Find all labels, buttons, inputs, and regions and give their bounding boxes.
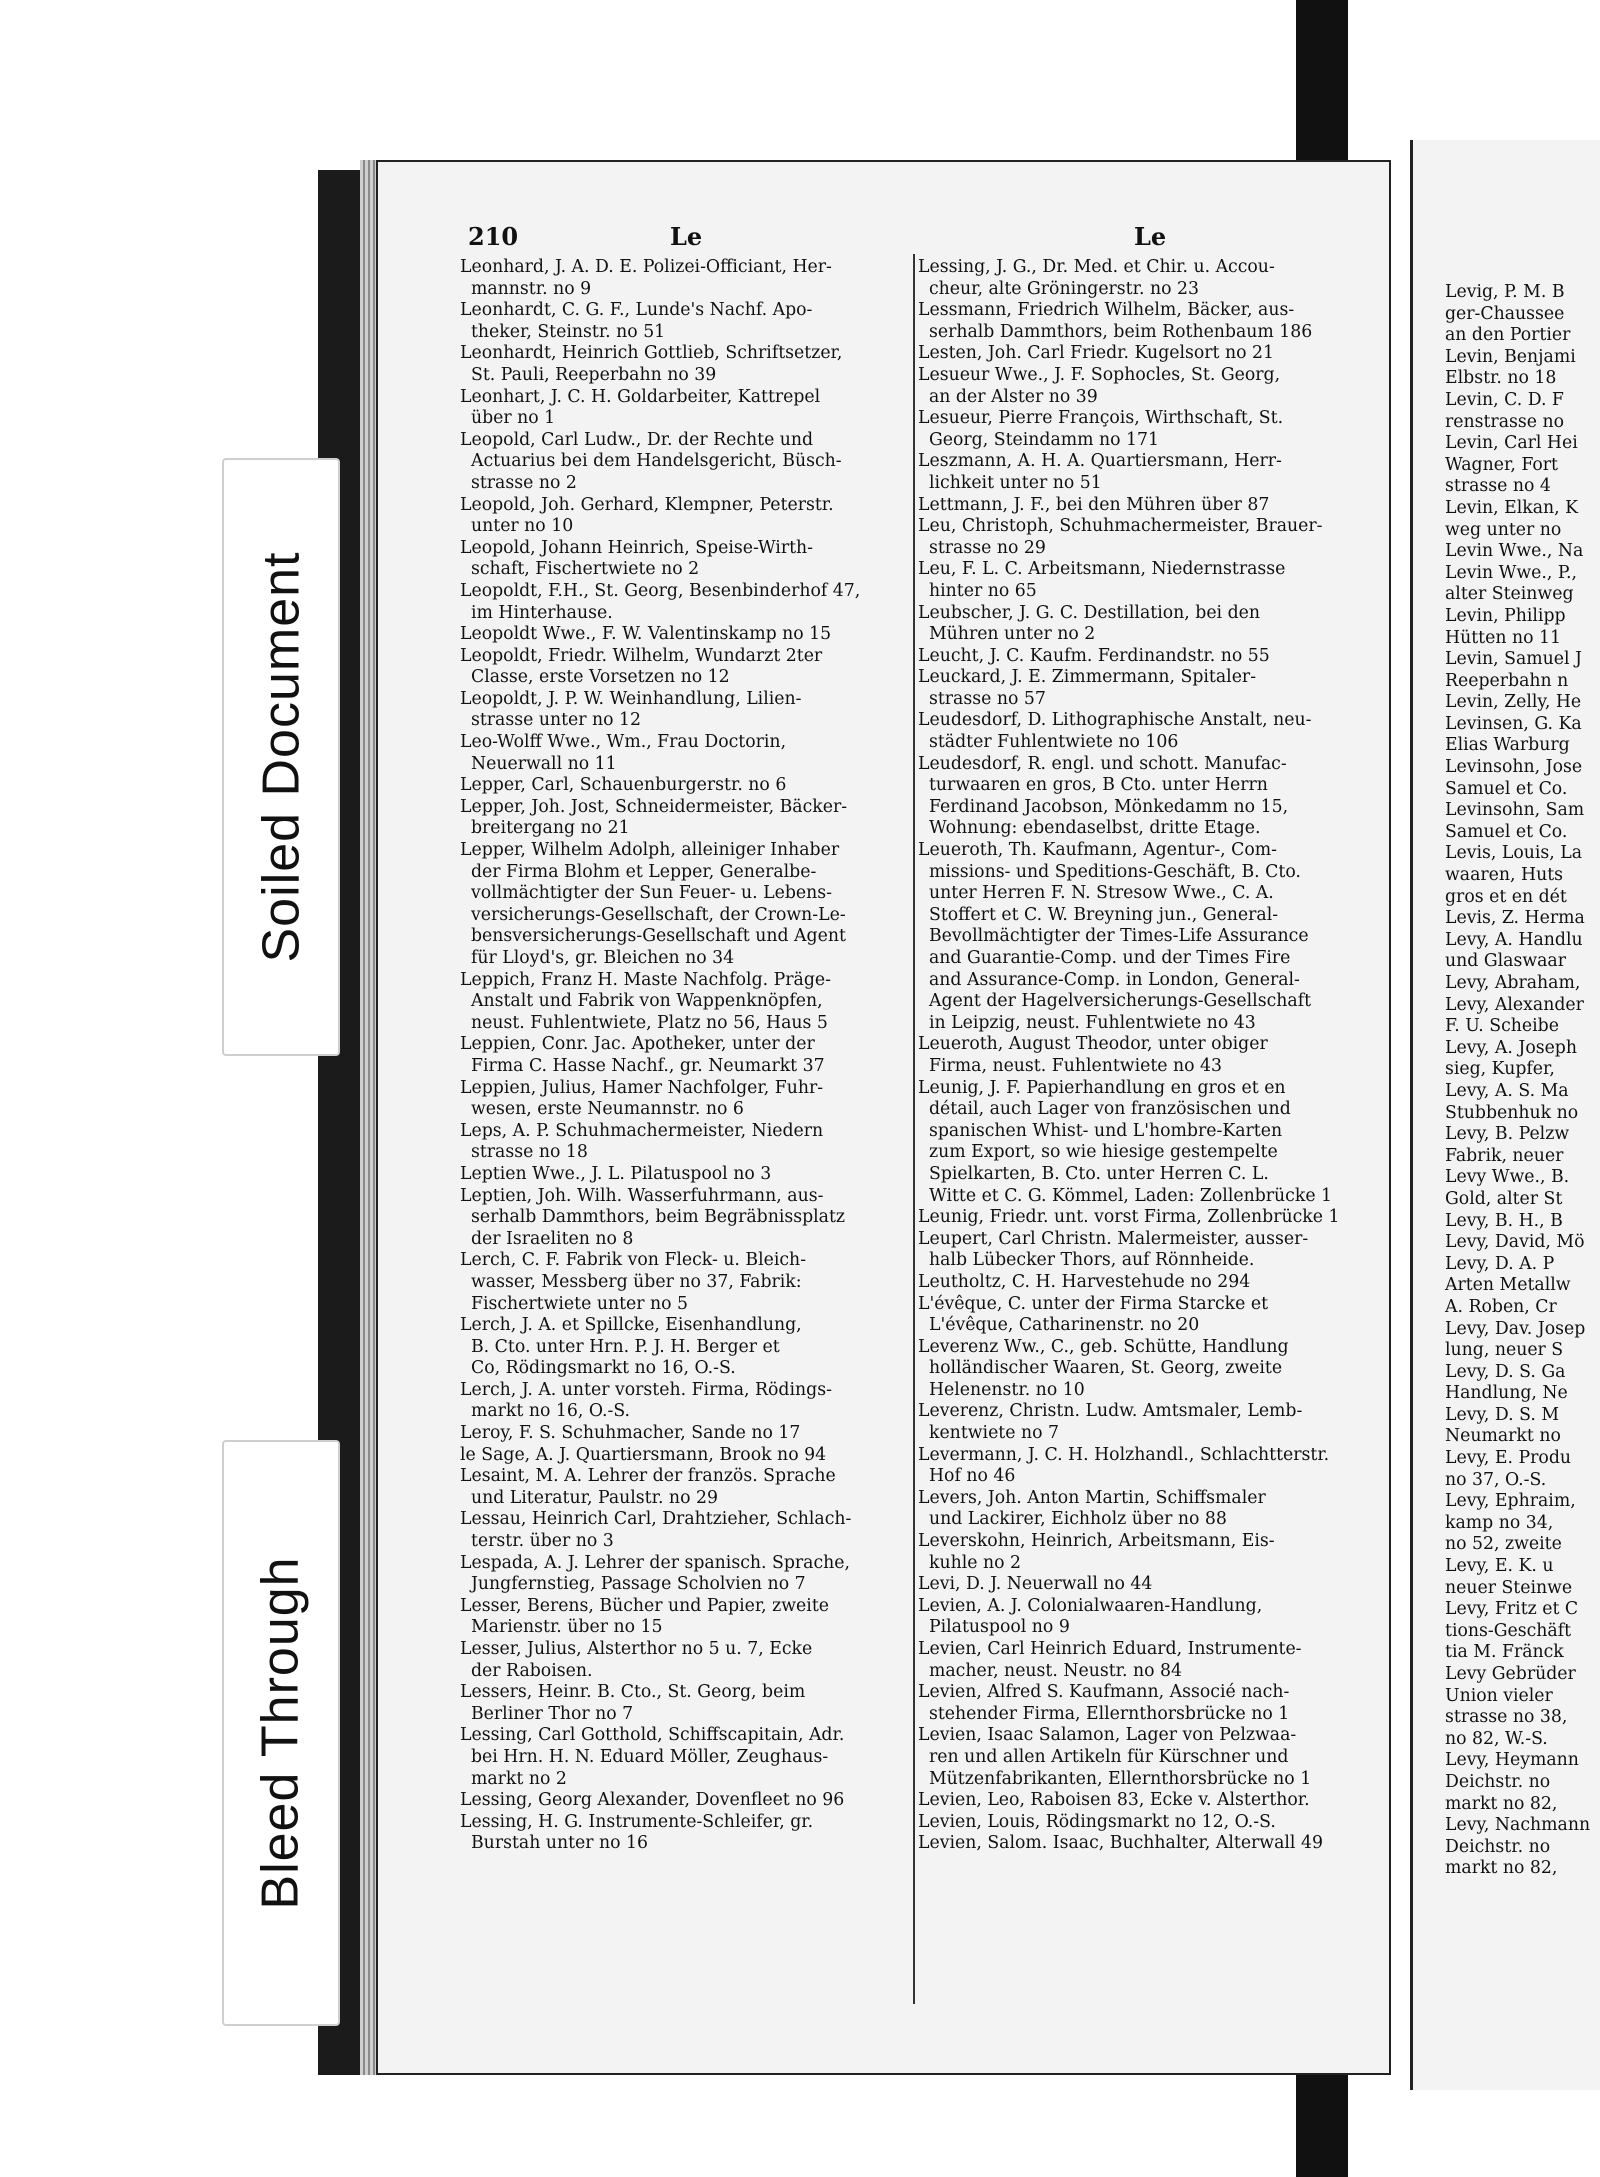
next-page-entry-line: Samuel et Co.	[1445, 821, 1568, 842]
next-page-entry-line: F. U. Scheibe	[1445, 1016, 1559, 1037]
next-page-entry-line: Levy, A. Joseph	[1445, 1037, 1578, 1058]
directory-entry-line: Levien, Carl Heinrich Eduard, Instrumente-	[918, 1639, 1302, 1659]
directory-entry-line: strasse no 29	[918, 537, 1046, 558]
directory-entry-line: Levers, Joh. Anton Martin, Schiffsmaler	[918, 1487, 1266, 1508]
next-page-entry-line: weg unter no	[1445, 519, 1562, 540]
next-page-entry-line: Levy, Abraham,	[1445, 973, 1581, 993]
directory-entry-line: le Sage, A. J. Quartiersmann, Brook no 94	[460, 1444, 827, 1465]
next-page-entry-line: Levin Wwe., P.,	[1445, 562, 1577, 583]
next-page-entry-line: Levig, P. M. B	[1445, 282, 1565, 302]
next-page-entry-line: Stubbenhuk no	[1445, 1102, 1579, 1123]
directory-entry-line: Leopold, Carl Ludw., Dr. der Rechte und	[460, 429, 814, 450]
directory-entry-line: mannstr. no 9	[460, 278, 592, 299]
next-page-entry-line: Levy, E. Produ	[1445, 1448, 1572, 1469]
next-page-entry-line: Hütten no 11	[1445, 627, 1561, 648]
directory-entry-line: Levien, Leo, Raboisen 83, Ecke v. Alsterthor.	[918, 1790, 1310, 1811]
directory-entry-line: Levien, Alfred S. Kaufmann, Associé nach-	[918, 1682, 1290, 1703]
directory-page	[376, 160, 1391, 2075]
directory-entry-line: Levien, Salom. Isaac, Buchhalter, Alterwall 49	[918, 1833, 1323, 1854]
directory-entry-line: Berliner Thor no 7	[460, 1703, 634, 1724]
directory-entry-line: turwaaren en gros, B Cto. unter Herrn	[918, 775, 1268, 796]
directory-entry-line: wesen, erste Neumannstr. no 6	[460, 1099, 744, 1120]
directory-entry-line: Ferdinand Jacobson, Mönkedamm no 15,	[918, 796, 1289, 817]
directory-entry-line: Lerch, C. F. Fabrik von Fleck- u. Bleich-	[460, 1250, 807, 1271]
next-page-entry-line: Deichstr. no	[1445, 1836, 1551, 1857]
directory-entry-line: Leonhardt, Heinrich Gottlieb, Schriftsetzer,	[460, 343, 843, 364]
directory-entry-line: Levi, D. J. Neuerwall no 44	[918, 1574, 1153, 1595]
directory-entry-line: der Firma Blohm et Lepper, Generalbe-	[460, 861, 817, 882]
directory-entry-line: wasser, Messberg über no 37, Fabrik:	[460, 1271, 802, 1292]
directory-entry-line: vollmächtigter der Sun Feuer- u. Lebens-	[460, 883, 832, 904]
next-page-entry-line: Levis, Louis, La	[1445, 843, 1583, 864]
directory-entry-line: Leopold, Johann Heinrich, Speise-Wirth-	[460, 537, 814, 558]
directory-entry-line: Levien, Louis, Rödingsmarkt no 12, O.-S.	[918, 1811, 1276, 1832]
left-column-heading: Le	[670, 222, 703, 251]
directory-entry-line: Anstalt und Fabrik von Wappenknöpfen,	[460, 991, 823, 1012]
directory-entry-line: Helenenstr. no 10	[918, 1379, 1085, 1400]
next-page-entry-line: Elbstr. no 18	[1445, 368, 1557, 389]
directory-entry-line: Hof no 46	[918, 1466, 1016, 1487]
directory-entry-line: Leppien, Julius, Hamer Nachfolger, Fuhr-	[460, 1077, 824, 1098]
directory-entry-line: St. Pauli, Reeperbahn no 39	[460, 364, 717, 385]
directory-entry-line: der Raboisen.	[460, 1660, 593, 1681]
next-page-entry-line: Levy, Fritz et C	[1445, 1599, 1579, 1620]
next-page-entry-line: Levy, Heymann	[1445, 1750, 1579, 1771]
directory-entry-line: versicherungs-Gesellschaft, der Crown-Le-	[460, 904, 846, 925]
next-page-entry-line: markt no 82,	[1445, 1793, 1558, 1814]
directory-entry-line: Lessmann, Friedrich Wilhelm, Bäcker, aus-	[918, 300, 1295, 321]
directory-entry-line: Leudesdorf, D. Lithographische Anstalt, neu-	[918, 710, 1312, 731]
directory-entry-line: Levien, A. J. Colonialwaaren-Handlung,	[918, 1595, 1263, 1616]
directory-entry-line: neust. Fuhlentwiete, Platz no 56, Haus 5	[460, 1012, 828, 1033]
next-page-entry-line: Levin, Carl Hei	[1445, 433, 1578, 454]
directory-entry-line: Leupert, Carl Christn. Malermeister, ausser-	[918, 1228, 1309, 1249]
directory-entry-line: Leopold, Joh. Gerhard, Klempner, Peterstr.	[460, 494, 834, 515]
right-column-heading: Le	[1134, 222, 1167, 251]
directory-entry-line: Leverskohn, Heinrich, Arbeitsmann, Eis-	[918, 1531, 1275, 1552]
directory-entry-line: B. Cto. unter Hrn. P. J. H. Berger et	[460, 1336, 780, 1357]
next-page-entry-line: Reeperbahn n	[1445, 670, 1569, 691]
directory-entry-line: Leudesdorf, R. engl. und schott. Manufac-	[918, 753, 1287, 774]
directory-entry-line: an der Alster no 39	[918, 386, 1098, 407]
directory-entry-line: Lesten, Joh. Carl Friedr. Kugelsort no 21	[918, 343, 1274, 364]
directory-entry-line: Leutholtz, C. H. Harvestehude no 294	[918, 1271, 1251, 1292]
next-page-entry-line: ger-Chaussee	[1445, 303, 1565, 324]
next-page-entry-line: Levy Wwe., B.	[1445, 1167, 1570, 1188]
directory-entry-line: der Israeliten no 8	[460, 1228, 634, 1249]
directory-entry-line: Leunig, J. F. Papierhandlung en gros et en	[918, 1077, 1286, 1098]
directory-entry-line: und Lackirer, Eichholz über no 88	[918, 1509, 1227, 1530]
directory-entry-line: kuhle no 2	[918, 1552, 1021, 1573]
directory-entry-line: Lepper, Carl, Schauenburgerstr. no 6	[460, 775, 787, 796]
directory-entry-line: markt no 16, O.-S.	[460, 1401, 631, 1422]
next-page-entry-line: Samuel et Co.	[1445, 778, 1568, 799]
next-page-entry-line: Levis, Z. Herma	[1445, 908, 1585, 929]
next-page-entry-line: Levin, Elkan, K	[1445, 497, 1579, 518]
directory-entry-line: Leubscher, J. G. C. Destillation, bei den	[918, 602, 1260, 623]
directory-entry-line: Leppich, Franz H. Maste Nachfolg. Präge-	[460, 969, 831, 990]
directory-entry-line: Firma, neust. Fuhlentwiete no 43	[918, 1055, 1223, 1076]
directory-entry-line: Marienstr. über no 15	[460, 1617, 663, 1638]
next-page-entry-line: Levy, D. S. M	[1445, 1404, 1560, 1425]
directory-entry-line: L'évêque, Catharinenstr. no 20	[918, 1315, 1200, 1336]
next-page-entry-line: Levin, Benjami	[1445, 346, 1576, 367]
directory-entry-line: stehender Firma, Ellernthorsbrücke no 1	[918, 1703, 1290, 1724]
directory-entry-line: Leuckard, J. E. Zimmermann, Spitaler-	[918, 667, 1257, 688]
directory-entry-line: Leptien, Joh. Wilh. Wasserfuhrmann, aus-	[460, 1185, 824, 1206]
next-page-entry-line: tions-Geschäft	[1445, 1620, 1572, 1641]
next-page-entry-line: alter Steinweg	[1445, 584, 1574, 605]
directory-entry-line: markt no 2	[460, 1768, 567, 1789]
bleed-through-text: Bleed Through	[252, 1556, 310, 1910]
directory-entry-line: ren und allen Artikeln für Kürschner und	[918, 1746, 1289, 1767]
soiled-document-text: Soiled Document	[252, 551, 310, 963]
next-page-entry-line: Levy Gebrüder	[1445, 1664, 1576, 1684]
directory-entry-line: strasse unter no 12	[460, 710, 642, 731]
next-page-entry-line: Arten Metallw	[1445, 1275, 1571, 1296]
directory-entry-line: cheur, alte Gröningerstr. no 23	[918, 278, 1199, 299]
directory-entry-line: schaft, Fischertwiete no 2	[460, 559, 700, 580]
directory-entry-line: détail, auch Lager von französischen und	[918, 1099, 1291, 1120]
directory-entry-line: Lepper, Joh. Jost, Schneidermeister, Bäcker-	[460, 796, 848, 817]
directory-entry-line: Fischertwiete unter no 5	[460, 1293, 689, 1314]
left-column	[460, 257, 908, 1855]
next-page-entry-line: an den Portier	[1445, 325, 1571, 346]
directory-entry-line: Pilatuspool no 9	[918, 1617, 1070, 1638]
next-page-entry-line: Levin, Philipp	[1445, 605, 1566, 626]
next-page-entry-line: Levy, D. S. Ga	[1445, 1361, 1566, 1382]
next-page-entry-line: Levy, Alexander	[1445, 994, 1584, 1015]
directory-entry-line: breitergang no 21	[460, 818, 630, 839]
directory-entry-line: Leszmann, A. H. A. Quartiersmann, Herr-	[918, 451, 1282, 472]
directory-entry-line: lichkeit unter no 51	[918, 472, 1102, 493]
directory-entry-line: Leppien, Conr. Jac. Apotheker, unter der	[460, 1034, 815, 1055]
next-page-entry-line: A. Roben, Cr	[1445, 1296, 1557, 1317]
next-page-entry-line: Levy, A. S. Ma	[1445, 1080, 1569, 1101]
next-page-entry-line: no 82, W.-S.	[1445, 1728, 1548, 1749]
directory-entry-line: strasse no 2	[460, 472, 577, 493]
black-tab-top	[1296, 0, 1348, 176]
directory-entry-line: Lespada, A. J. Lehrer der spanisch. Sprache,	[460, 1552, 850, 1573]
directory-entry-line: Lessers, Heinr. B. Cto., St. Georg, beim	[460, 1682, 806, 1703]
next-page-entry-line: Levin, Zelly, He	[1445, 692, 1582, 713]
next-page-entry-line: Levy, David, Mö	[1445, 1232, 1585, 1253]
directory-entry-line: unter Herren F. N. Stresow Wwe., C. A.	[918, 883, 1274, 904]
next-page-column	[1445, 282, 1590, 1880]
directory-entry-line: Leopoldt Wwe., F. W. Valentinskamp no 15	[460, 624, 832, 645]
directory-entry-line: and Assurance-Comp. in London, General-	[918, 969, 1300, 990]
next-page-entry-line: sieg, Kupfer,	[1445, 1059, 1555, 1080]
directory-entry-line: über no 1	[460, 408, 556, 429]
directory-entry-line: Leverenz, Christn. Ludw. Amtsmaler, Lemb-	[918, 1401, 1303, 1422]
directory-entry-line: terstr. über no 3	[460, 1531, 614, 1552]
directory-entry-line: kentwiete no 7	[918, 1423, 1059, 1444]
directory-entry-line: Leueroth, August Theodor, unter obiger	[918, 1034, 1268, 1055]
directory-entry-line: strasse no 18	[460, 1142, 588, 1163]
directory-entry-line: Lessing, Carl Gotthold, Schiffscapitain, Adr.	[460, 1725, 845, 1746]
next-page-entry-line: Fabrik, neuer	[1445, 1145, 1564, 1166]
directory-entry-line: Georg, Steindamm no 171	[918, 429, 1160, 450]
directory-entry-line: hinter no 65	[918, 580, 1037, 601]
next-page-entry-line: Elias Warburg	[1445, 735, 1570, 756]
soiled-document-label	[222, 458, 340, 1056]
directory-entry-line: Mützenfabrikanten, Ellernthorsbrücke no 1	[918, 1768, 1312, 1789]
directory-entry-line: serhalb Dammthors, beim Rothenbaum 186	[918, 321, 1313, 342]
directory-entry-line: Stoffert et C. W. Breyning jun., General-	[918, 904, 1279, 925]
directory-entry-line: spanischen Whist- und L'hombre-Karten	[918, 1120, 1283, 1141]
directory-entry-line: Lesaint, M. A. Lehrer der französ. Sprache	[460, 1466, 836, 1487]
next-page-entry-line: Levy, B. Pelzw	[1445, 1124, 1570, 1145]
directory-entry-line: für Lloyd's, gr. Bleichen no 34	[460, 948, 735, 968]
next-page-entry-line: Gold, alter St	[1445, 1188, 1563, 1209]
directory-entry-line: Mühren unter no 2	[918, 624, 1096, 645]
directory-entry-line: städter Fuhlentwiete no 106	[918, 732, 1179, 753]
next-page-entry-line: Levin, Samuel J	[1445, 649, 1582, 670]
directory-entry-line: Neuerwall no 11	[460, 753, 617, 774]
page-number: 210	[468, 222, 519, 251]
directory-entry-line: Leverenz Ww., C., geb. Schütte, Handlung	[918, 1336, 1289, 1357]
directory-entry-line: Leopoldt, Friedr. Wilhelm, Wundarzt 2ter	[460, 645, 823, 666]
directory-entry-line: Leucht, J. C. Kaufm. Ferdinandstr. no 55	[918, 645, 1270, 666]
directory-entry-line: Bevollmächtigter der Times-Life Assurance	[918, 926, 1309, 947]
directory-entry-line: Leptien Wwe., J. L. Pilatuspool no 3	[460, 1163, 772, 1184]
next-page-entry-line: strasse no 38,	[1445, 1707, 1568, 1728]
directory-entry-line: Leonhard, J. A. D. E. Polizei-Officiant, Her-	[460, 257, 832, 277]
directory-entry-line: zum Export, so wie hiesige gestempelte	[918, 1142, 1278, 1163]
directory-entry-line: Burstah unter no 16	[460, 1833, 649, 1854]
next-page-entry-line: Union vieler	[1445, 1685, 1553, 1706]
directory-entry-line: Lesser, Julius, Alsterthor no 5 u. 7, Ecke	[460, 1639, 813, 1659]
next-page-entry-line: strasse no 4	[1445, 476, 1551, 497]
directory-entry-line: Lettmann, J. F., bei den Mühren über 87	[918, 494, 1270, 515]
directory-entry-line: im Hinterhause.	[460, 602, 613, 623]
directory-entry-line: Witte et C. G. Kömmel, Laden: Zollenbrücke 1	[918, 1185, 1333, 1206]
directory-entry-line: Lessau, Heinrich Carl, Drahtzieher, Schlach-	[460, 1509, 852, 1530]
right-column	[918, 257, 1386, 1855]
directory-entry-line: serhalb Dammthors, beim Begräbnissplatz	[460, 1207, 846, 1228]
directory-entry-line: Levien, Isaac Salamon, Lager von Pelzwaa-	[918, 1725, 1297, 1746]
directory-entry-line: Lepper, Wilhelm Adolph, alleiniger Inhaber	[460, 840, 840, 861]
next-page-entry-line: renstrasse no	[1445, 411, 1564, 432]
next-page-entry-line: Levy, E. K. u	[1445, 1556, 1554, 1577]
directory-entry-line: Levermann, J. C. H. Holzhandl., Schlachtterstr.	[918, 1444, 1330, 1465]
next-page-entry-line: neuer Steinwe	[1445, 1577, 1573, 1598]
column-divider	[913, 254, 915, 2004]
next-page-entry-line: Wagner, Fort	[1445, 454, 1558, 475]
directory-entry-line: Lessing, H. G. Instrumente-Schleifer, gr.	[460, 1811, 814, 1832]
directory-entry-line: Leunig, Friedr. unt. vorst Firma, Zollenbrücke 1	[918, 1207, 1340, 1228]
next-page-entry-line: no 52, zweite	[1445, 1534, 1562, 1555]
directory-entry-line: Lerch, J. A. unter vorsteh. Firma, Rödings-	[460, 1379, 832, 1400]
directory-entry-line: halb Lübecker Thors, auf Rönnheide.	[918, 1250, 1255, 1271]
next-page-entry-line: Levy, Ephraim,	[1445, 1491, 1576, 1512]
directory-entry-line: Leopoldt, J. P. W. Weinhandlung, Lilien-	[460, 688, 802, 709]
directory-entry-line: Lesser, Berens, Bücher und Papier, zweite	[460, 1595, 829, 1616]
directory-entry-line: Leonhardt, C. G. F., Lunde's Nachf. Apo-	[460, 300, 813, 321]
next-page-entry-line: waaren, Huts	[1445, 865, 1564, 886]
directory-entry-line: Leueroth, Th. Kaufmann, Agentur-, Com-	[918, 840, 1278, 861]
bleed-through-label	[222, 1440, 340, 2026]
directory-entry-line: Jungfernstieg, Passage Scholvien no 7	[460, 1574, 806, 1595]
next-page-entry-line: tia M. Fränck	[1445, 1642, 1564, 1663]
next-page-entry-line: Levy, B. H., B	[1445, 1210, 1563, 1231]
directory-entry-line: Leo-Wolff Wwe., Wm., Frau Doctorin,	[460, 732, 787, 753]
directory-entry-line: Co, Rödingsmarkt no 16, O.-S.	[460, 1358, 736, 1379]
next-page-entry-line: Deichstr. no	[1445, 1771, 1551, 1792]
next-page-fragment	[1410, 140, 1600, 2090]
directory-entry-line: Firma C. Hasse Nachf., gr. Neumarkt 37	[460, 1055, 825, 1076]
next-page-entry-line: lung, neuer S	[1445, 1340, 1564, 1361]
next-page-entry-line: Levy, A. Handlu	[1445, 929, 1583, 950]
directory-entry-line: holländischer Waaren, St. Georg, zweite	[918, 1358, 1283, 1379]
next-page-entry-line: und Glaswaar	[1445, 951, 1566, 972]
directory-entry-line: Leu, Christoph, Schuhmachermeister, Brauer-	[918, 516, 1323, 537]
directory-entry-line: Leu, F. L. C. Arbeitsmann, Niedernstrasse	[918, 559, 1286, 580]
next-page-entry-line: markt no 82,	[1445, 1858, 1558, 1879]
directory-entry-line: Lesueur, Pierre François, Wirthschaft, St.	[918, 408, 1284, 429]
next-page-entry-line: Levin Wwe., Na	[1445, 541, 1584, 562]
directory-entry-line: Spielkarten, B. Cto. unter Herren C. L.	[918, 1163, 1269, 1184]
directory-entry-line: Leonhart, J. C. H. Goldarbeiter, Kattrepel	[460, 386, 821, 407]
directory-entry-line: Actuarius bei dem Handelsgericht, Büsch-	[460, 451, 842, 472]
next-page-entry-line: Levinsohn, Jose	[1445, 757, 1583, 778]
directory-entry-line: Wohnung: ebendaselbst, dritte Etage.	[918, 818, 1261, 839]
directory-entry-line: bensversicherungs-Gesellschaft und Agent	[460, 926, 846, 947]
next-page-entry-line: Levy, D. A. P	[1445, 1253, 1555, 1274]
directory-entry-line: Agent der Hagelversicherungs-Gesellschaft	[918, 991, 1312, 1012]
directory-entry-line: bei Hrn. H. N. Eduard Möller, Zeughaus-	[460, 1746, 829, 1767]
next-page-entry-line: Levinsohn, Sam	[1445, 800, 1585, 821]
directory-entry-line: und Literatur, Paulstr. no 29	[460, 1487, 718, 1508]
directory-entry-line: L'évêque, C. unter der Firma Starcke et	[918, 1293, 1269, 1314]
next-page-entry-line: no 37, O.-S.	[1445, 1469, 1547, 1490]
directory-entry-line: Leroy, F. S. Schuhmacher, Sande no 17	[460, 1423, 801, 1444]
next-page-entry-line: gros et en dét	[1445, 886, 1567, 907]
next-page-entry-line: Handlung, Ne	[1445, 1383, 1568, 1404]
page-gutter	[1391, 140, 1410, 2090]
directory-entry-line: macher, neust. Neustr. no 84	[918, 1660, 1183, 1681]
directory-entry-line: in Leipzig, neust. Fuhlentwiete no 43	[918, 1012, 1256, 1033]
directory-entry-line: Classe, erste Vorsetzen no 12	[460, 667, 730, 688]
next-page-entry-line: Neumarkt no	[1445, 1426, 1561, 1447]
directory-entry-line: and Guarantie-Comp. und der Times Fire	[918, 948, 1291, 968]
directory-entry-line: Leopoldt, F.H., St. Georg, Besenbinderhof 47,	[460, 580, 861, 601]
directory-entry-line: unter no 10	[460, 516, 574, 537]
next-page-entry-line: Levin, C. D. F	[1445, 389, 1564, 410]
directory-entry-line: strasse no 57	[918, 688, 1046, 709]
directory-entry-line: Lerch, J. A. et Spillcke, Eisenhandlung,	[460, 1315, 802, 1336]
next-page-entry-line: Levy, Dav. Josep	[1445, 1318, 1586, 1339]
next-page-entry-line: Levinsen, G. Ka	[1445, 713, 1582, 734]
directory-entry-line: Leps, A. P. Schuhmachermeister, Niedern	[460, 1120, 824, 1141]
directory-entry-line: theker, Steinstr. no 51	[460, 321, 666, 342]
directory-entry-line: Lessing, J. G., Dr. Med. et Chir. u. Accou-	[918, 257, 1275, 277]
directory-entry-line: Lesueur Wwe., J. F. Sophocles, St. Georg,	[918, 364, 1281, 385]
next-page-entry-line: Levy, Nachmann	[1445, 1815, 1591, 1836]
directory-entry-line: missions- und Speditions-Geschäft, B. Cto.	[918, 861, 1301, 882]
directory-entry-line: Lessing, Georg Alexander, Dovenfleet no 96	[460, 1790, 845, 1811]
next-page-entry-line: kamp no 34,	[1445, 1512, 1554, 1533]
